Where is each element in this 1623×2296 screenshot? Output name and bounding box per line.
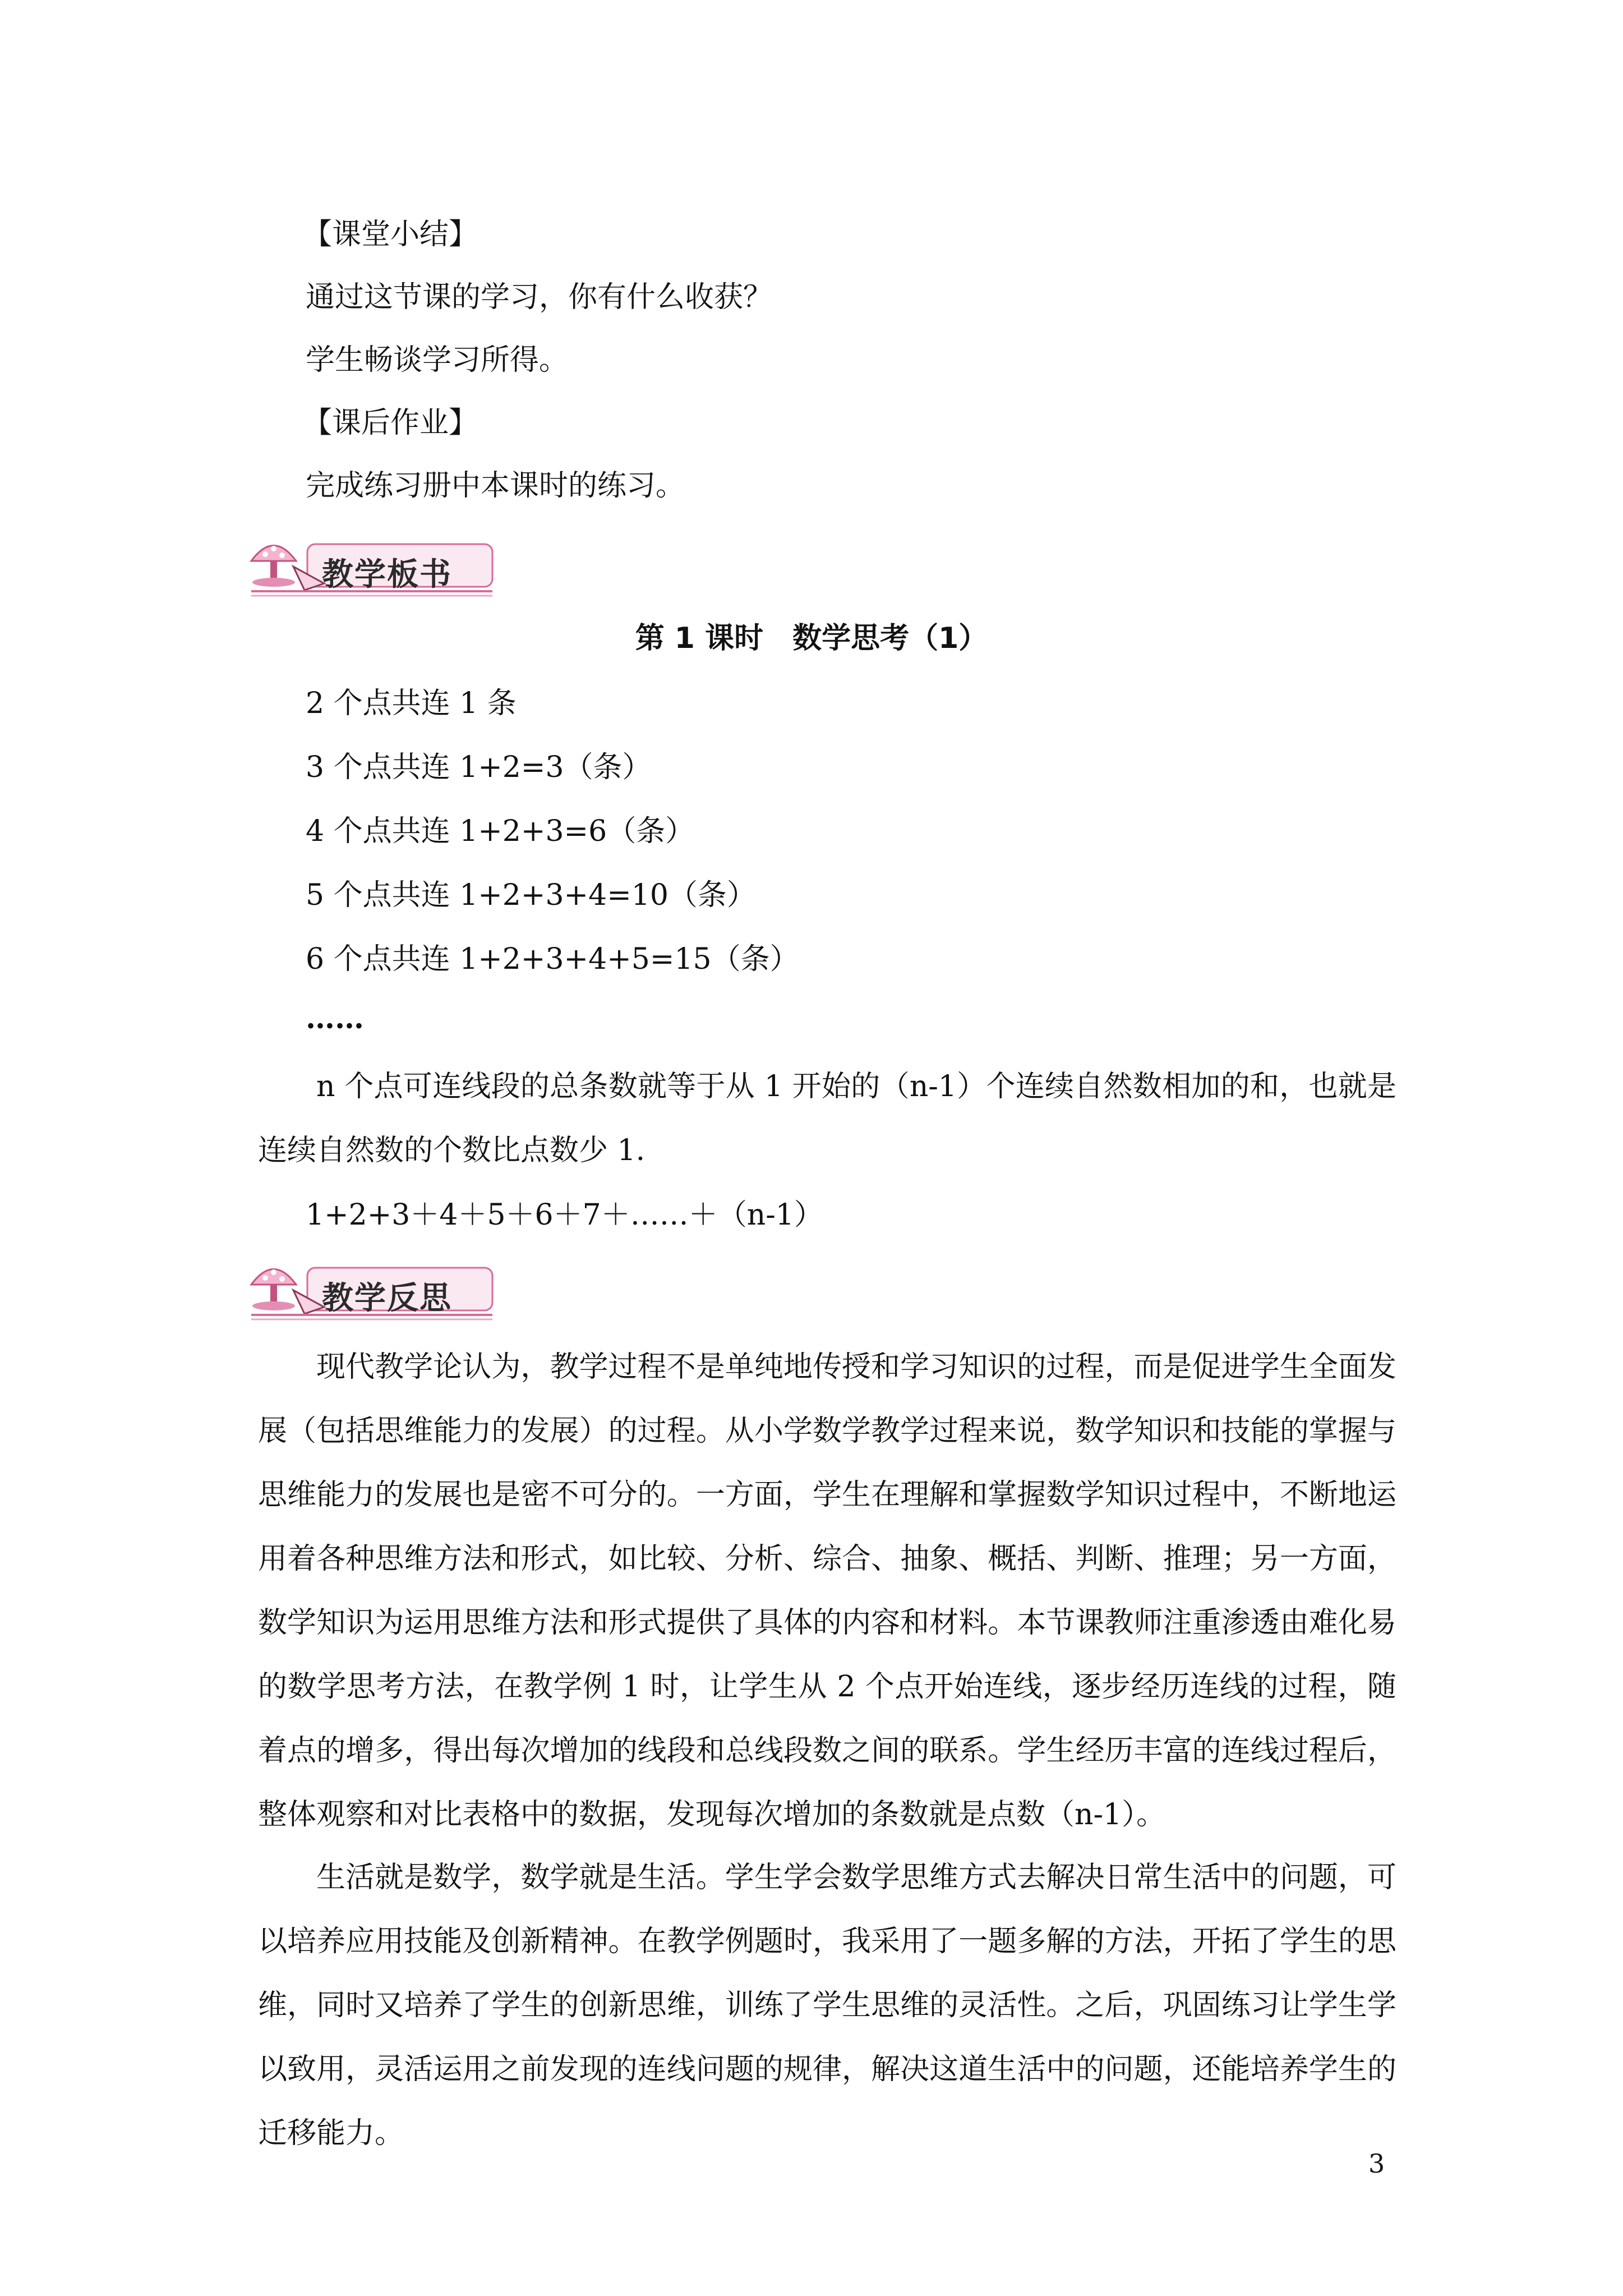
reflection-paragraph-2: 生活就是数学，数学就是生活。学生学会数学思维方式去解决日常生活中的问题，可以培养应用技能及创新精神。在教学例题时，我采用了一题多解的方法，开拓了学生的思维，同时又培养了学生的创新思维，训练了学生思维的灵活性。之后，巩固练习让学生学以致用，灵活运用之前发现的连线问题的规律，解决这道生活中的问题，还能培养学生的迁移能力。 [258, 1861, 1396, 2150]
board-ellipsis: …… [306, 1001, 364, 1036]
board-line-5: 6 个点共连 1+2+3+4+5=15（条） [306, 942, 799, 976]
board-line-4: 5 个点共连 1+2+3+4=10（条） [306, 878, 756, 912]
reflection-banner [240, 1251, 498, 1324]
reflection-banner-label: 教学反思 [322, 1280, 452, 1317]
homework-heading: 【课后作业】 [303, 406, 478, 440]
board-conclusion: n 个点可连线段的总条数就等于从 1 开始的（n-1）个连续自然数相加的和，也就是连续自然数的个数比点数少 1. [258, 1070, 1396, 1167]
board-line-1: 2 个点共连 1 条 [306, 687, 517, 720]
page-number: 3 [1368, 2148, 1385, 2179]
summary-answer: 学生畅谈学习所得。 [306, 343, 569, 377]
board-banner [240, 527, 498, 600]
board-line-2: 3 个点共连 1+2=3（条） [306, 751, 652, 784]
summary-heading: 【课堂小结】 [303, 218, 478, 251]
summary-question: 通过这节课的学习，你有什么收获？ [306, 280, 773, 314]
board-title: 第 1 课时 数学思考（1） [635, 622, 988, 655]
board-line-3: 4 个点共连 1+2+3=6（条） [306, 815, 695, 848]
reflection-paragraph-1: 现代教学论认为，教学过程不是单纯地传授和学习知识的过程，而是促进学生全面发展（包括思维能力的发展）的过程。从小学数学教学过程来说，数学知识和技能的掌握与思维能力的发展也是密不可分的。一方面，学生在理解和掌握数学知识过程中，不断地运用着各种思维方法和形式，如比较、分析、综合、抽象、概括、判断、推理；另一方面，数学知识为运用思维方法和形式提供了具体的内容和材料。本节课教师注重渗透由难化易的数学思考方法，在教学例 1 时，让学生从 2 个点开始连线，逐步经历连线的过程，随着点的增多，得出每次增加的线段和总线段数之间的联系。学生经历丰富的连线过程后，整体观察和对比表格中的数据，发现每次增加的条数就是点数（n-1）。 [258, 1350, 1396, 1832]
board-banner-label: 教学板书 [322, 556, 452, 593]
homework-text: 完成练习册中本课时的练习。 [306, 469, 685, 503]
board-formula: 1+2+3＋4＋5＋6＋7＋……＋（n-1） [306, 1198, 823, 1232]
